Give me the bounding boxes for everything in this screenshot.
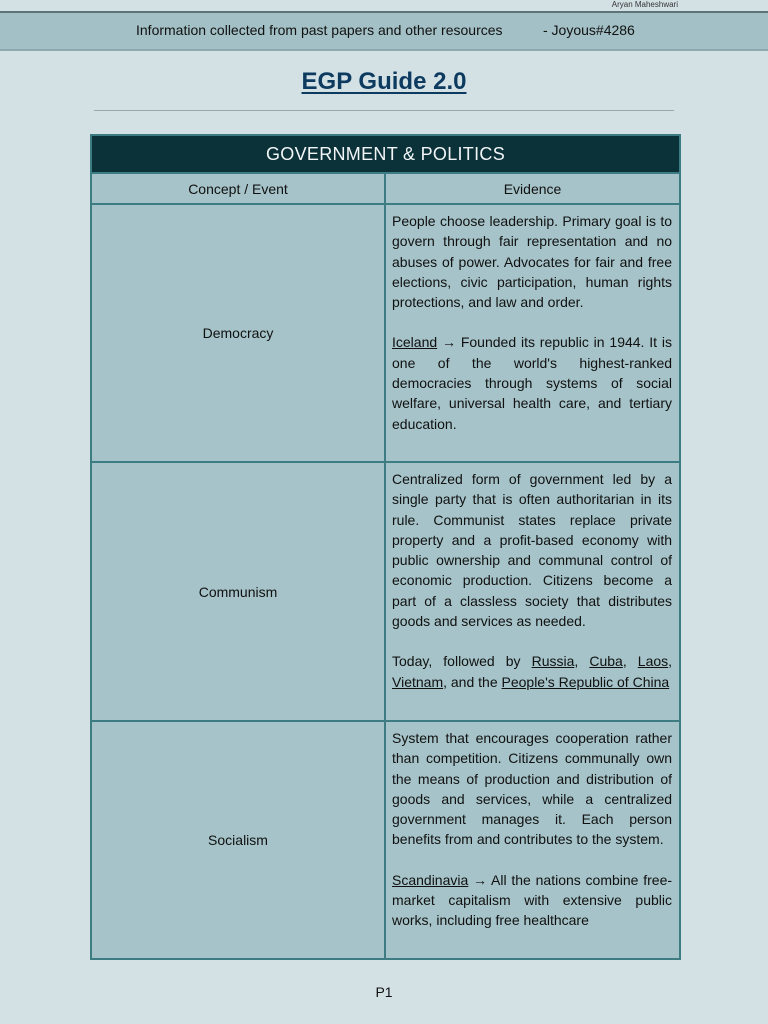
evidence-cell (385, 721, 680, 959)
evidence-link[interactable]: Russia (531, 653, 575, 670)
evidence-link[interactable]: Cuba (589, 653, 623, 670)
title-rule (94, 110, 674, 111)
evidence-cell (385, 204, 680, 462)
evidence-cell (385, 462, 680, 721)
evidence-link[interactable]: Iceland (392, 334, 438, 351)
column-header-evidence: Evidence (385, 173, 680, 204)
evidence-example-text: → Founded its republic in 1944. It is one of the world's highest-ranked democracies through systems of social welfare, universal health care, and tertiary education. (392, 334, 673, 432)
table-row (91, 462, 680, 721)
evidence-text: System that encourages cooperation rather than competition. Citizens communally own the means of production and distribution of goods and services, while a centralized government manages it. Each person benefits from and contributes to the system. (392, 730, 673, 848)
concept-cell: Democracy (91, 204, 385, 462)
page-number: P1 (375, 984, 393, 1000)
evidence-example-text: Today, followed by (392, 653, 532, 670)
evidence-link[interactable]: Scandinavia (392, 871, 469, 888)
evidence-link[interactable]: People's Republic of China (501, 673, 670, 690)
evidence-link[interactable]: Laos (637, 653, 669, 670)
separator: , (668, 653, 673, 670)
separator: , (574, 653, 590, 670)
separator: , (622, 653, 638, 670)
author-name: Aryan Maheshwari (611, 0, 678, 9)
column-header-concept: Concept / Event (91, 173, 385, 204)
evidence-example-text: → All the nations combine free-market capitalism with extensive public works, including free healthcare (392, 871, 673, 929)
separator: , and the (443, 673, 502, 690)
evidence-text: People choose leadership. Primary goal is to govern through fair representation and no abuses of power. Advocates for fair and free elections, civic participation, human rights protections, and law and order. (392, 213, 673, 311)
guide-table (90, 134, 681, 960)
evidence-link[interactable]: Vietnam (392, 673, 444, 690)
evidence-example (392, 870, 672, 931)
evidence-example (392, 332, 672, 433)
table-row (91, 204, 680, 462)
concept-cell: Communism (91, 462, 385, 721)
header-band (0, 13, 768, 51)
evidence-clip (392, 728, 672, 944)
section-header: GOVERNMENT & POLITICS (91, 135, 680, 173)
header-info: Information collected from past papers and other resources (136, 22, 503, 38)
evidence-text: Centralized form of government led by a single party that is often authoritarian in its rule. Communist states replace private property and a profit-based economy with public ownership and communal control of economic production. Citizens become a part of a classless society that distributes goods and services as needed. (392, 471, 673, 630)
evidence-example (392, 651, 672, 692)
table-row (91, 721, 680, 959)
concept-cell: Socialism (91, 721, 385, 959)
header-credit: - Joyous#4286 (543, 22, 635, 38)
page-title: EGP Guide 2.0 (301, 68, 467, 95)
